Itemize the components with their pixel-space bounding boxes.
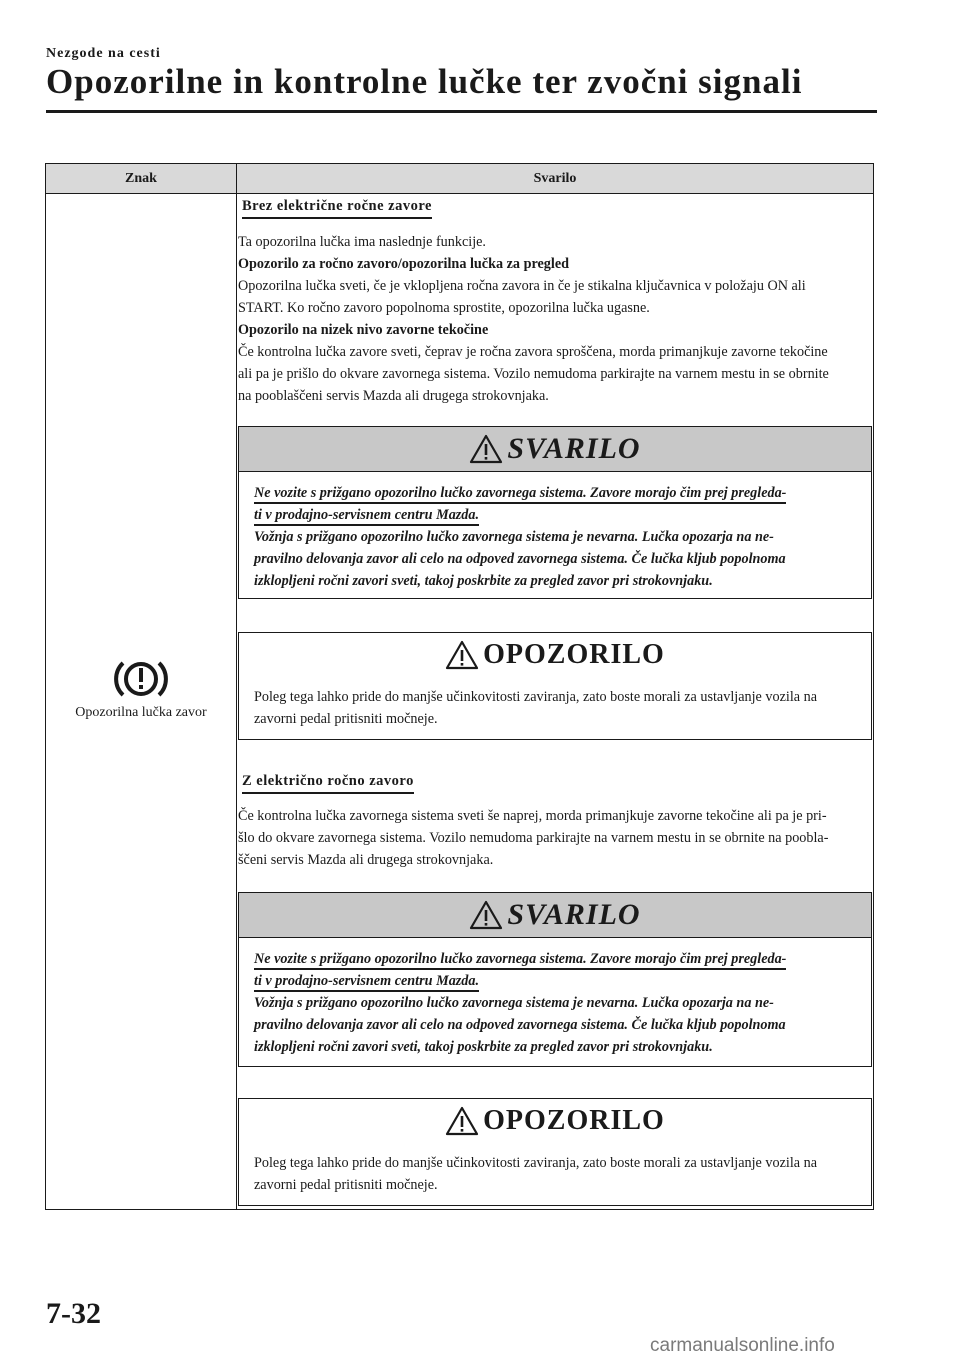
svarilo-box-header [239,427,871,472]
svarilo-line: Vožnja s prižgano opozorilno lučko zavornega sistema je nevarna. Lučka opozarja na ne- [254,529,774,545]
brake-warning-icon [112,659,170,699]
symbol-cell [46,659,236,721]
svarilo-line: pravilno delovanja zavor ali celo na odpoved zavornega sistema. Če lučka kljub popolnoma [254,1017,786,1033]
opozorilo-line: Poleg tega lahko pride do manjše učinkovitosti zaviranja, zato boste morali za ustavljanje vozila na [254,689,817,705]
column-header-warning: Svarilo [533,171,577,186]
svarilo-line: Ne vozite s prižgano opozorilno lučko zavornega sistema. Zavore morajo čim prej pregleda- [254,482,786,504]
column-header-symbol: Znak [125,171,157,186]
section2-text-line: ščeni servis Mazda ali drugega strokovnjaka. [238,852,494,868]
warning-triangle-icon [469,900,503,930]
symbol-caption: Opozorilna lučka zavor [75,705,207,720]
svarilo-line: ti v prodajno-servisnem centru Mazda. [254,504,479,526]
opozorilo-box-header [239,633,871,677]
table-header [46,164,873,194]
opozorilo-line: zavorni pedal pritisniti močneje. [254,1177,438,1193]
section2-text-line: šlo do okvare zavornega sistema. Vozilo nemudoma parkirajte na varnem mestu in se obrnite na poobla- [238,830,829,846]
opozorilo-box-title: OPOZORILO [483,639,665,670]
section-label: Nezgode na cesti [46,46,161,61]
opozorilo-box [238,632,872,740]
section1-subheading-parking: Opozorilo za ročno zavoro/opozorilna lučka za pregled [238,256,570,272]
watermark: carmanualsonline.info [650,1335,835,1356]
section1-subheading-fluid: Opozorilo na nizek nivo zavorne tekočine [238,322,489,338]
opozorilo-box-title: OPOZORILO [483,1105,665,1136]
svarilo-line: izklopljeni ročni zavori sveti, takoj poskrbite za pregled zavor pri strokovnjaku. [254,1039,713,1055]
svarilo-box-title: SVARILO [507,432,641,465]
section1-text-line: na pooblaščeni servis Mazda ali drugega strokovnjaka. [238,388,549,404]
svarilo-line: ti v prodajno-servisnem centru Mazda. [254,970,479,992]
opozorilo-line: zavorni pedal pritisniti močneje. [254,711,438,727]
page-number: 7-32 [46,1297,101,1330]
svarilo-box [238,892,872,1067]
section1-intro: Ta opozorilna lučka ima naslednje funkcije. [238,234,486,250]
svarilo-box [238,426,872,599]
warning-triangle-icon [469,434,503,464]
opozorilo-box [238,1098,872,1206]
section2-heading: Z električno ročno zavoro [242,773,414,794]
section1-text-line: ali pa je prišlo do okvare zavornega sistema. Vozilo nemudoma parkirajte na varnem mestu in se obrnite [238,366,829,382]
section2-text-line: Če kontrolna lučka zavornega sistema sveti še naprej, morda primanjkuje zavorne tekočine ali pa je pri- [238,808,827,824]
column-divider [236,164,237,1209]
svarilo-line: Ne vozite s prižgano opozorilno lučko zavornega sistema. Zavore morajo čim prej pregleda- [254,948,786,970]
svarilo-line: izklopljeni ročni zavori sveti, takoj poskrbite za pregled zavor pri strokovnjaku. [254,573,713,589]
svarilo-box-header [239,893,871,938]
section1-text-line: START. Ko ročno zavoro popolnoma sprostite, opozorilna lučka ugasne. [238,300,650,316]
section1-heading: Brez električne ročne zavore [242,198,432,219]
warning-triangle-icon [445,1106,479,1136]
section1-text-line: Če kontrolna lučka zavore sveti, čeprav je ročna zavora sproščena, morda primanjkuje zavorne tekočine [238,344,828,360]
svarilo-line: Vožnja s prižgano opozorilno lučko zavornega sistema je nevarna. Lučka opozarja na ne- [254,995,774,1011]
warning-triangle-icon [445,640,479,670]
page-title: Opozorilne in kontrolne lučke ter zvočni signali [46,62,803,101]
section1-text-line: Opozorilna lučka sveti, če je vklopljena ročna zavora in če je stikalna ključavnica v položaju ON ali [238,278,806,294]
svarilo-line: pravilno delovanja zavor ali celo na odpoved zavornega sistema. Če lučka kljub popolnoma [254,551,786,567]
title-rule [46,110,877,113]
svarilo-box-title: SVARILO [507,898,641,931]
opozorilo-box-header [239,1099,871,1143]
opozorilo-line: Poleg tega lahko pride do manjše učinkovitosti zaviranja, zato boste morali za ustavljanje vozila na [254,1155,817,1171]
